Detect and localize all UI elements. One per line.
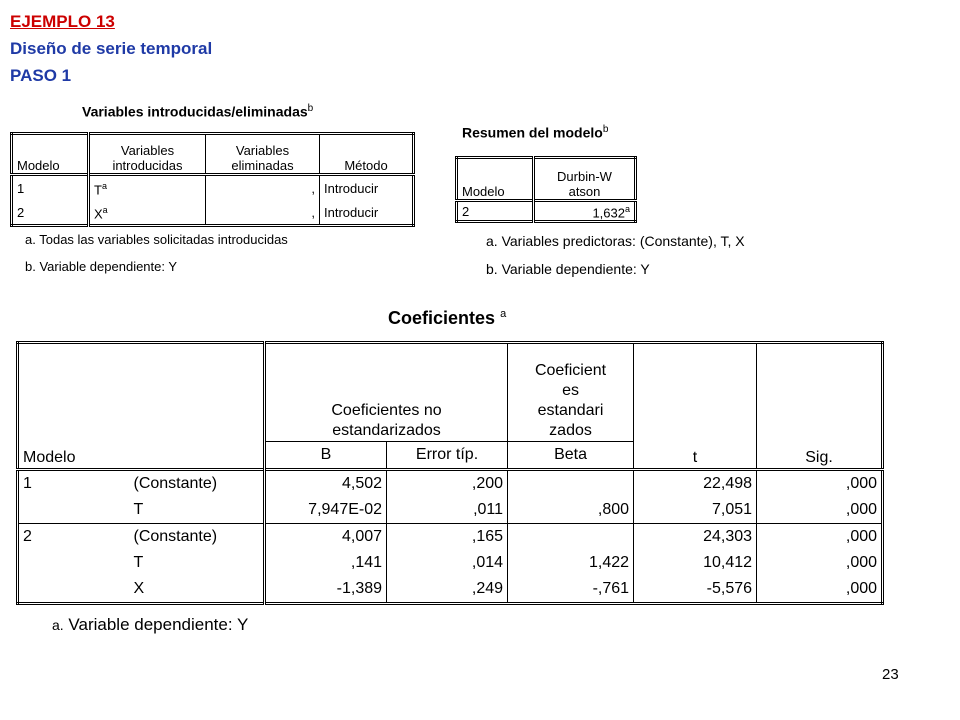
coef-col-error: Error típ. xyxy=(387,441,508,469)
summary-footnote-a: a. Variables predictoras: (Constante), T, X xyxy=(486,233,745,249)
coef-col-beta: Beta xyxy=(508,441,634,469)
vars-table-title: Variables introducidas/eliminadas$^b$ xyxy=(82,103,314,120)
vars-footnote-b: b. Variable dependiente: Y xyxy=(25,259,178,274)
vars-table xyxy=(10,132,415,227)
coefficients-table xyxy=(16,341,884,605)
table-row: 1 (Constante) 4,502 ,200 22,498 ,000 xyxy=(18,470,883,498)
vars-col-introducidas: Variables introducidas xyxy=(89,134,206,175)
coef-table-title: Coeficientes $^a$ xyxy=(388,308,507,328)
vars-footnote-a: a. Todas las variables solicitadas introducidas xyxy=(25,232,288,247)
table-row: T ,141 ,014 1,422 10,412 ,000 xyxy=(18,550,883,576)
coef-col-t: t xyxy=(634,343,757,470)
table-row: 2 $X^a$ , Introducir xyxy=(12,200,414,226)
vars-col-metodo: Método xyxy=(320,134,414,175)
table-row: 1 $T^a$ , Introducir xyxy=(12,175,414,201)
coef-col-standardized: Coeficient es estandari zados xyxy=(508,343,634,442)
summary-col-modelo: Modelo xyxy=(457,158,534,201)
coef-col-unstandardized: Coeficientes no estandarizados xyxy=(265,343,508,442)
table-row: 2 1,632$^a$ xyxy=(457,201,636,222)
design-title: Diseño de serie temporal xyxy=(10,39,213,58)
table-row: T 7,947E-02 ,011 ,800 7,051 ,000 xyxy=(18,497,883,524)
summary-col-durbin-watson: Durbin-W atson xyxy=(534,158,636,201)
coef-col-sig: Sig. xyxy=(757,343,883,470)
summary-footnote-b: b. Variable dependiente: Y xyxy=(486,261,650,277)
coef-col-b: B xyxy=(265,441,387,469)
step-title: PASO 1 xyxy=(10,66,72,85)
summary-table-title: Resumen del modelo$^b$ xyxy=(462,124,609,141)
table-row: 2 (Constante) 4,007 ,165 24,303 ,000 xyxy=(18,524,883,551)
example-title: EJEMPLO 13 xyxy=(10,12,115,31)
coef-col-modelo: Modelo xyxy=(18,343,265,470)
table-row: X -1,389 ,249 -,761 -5,576 ,000 xyxy=(18,576,883,604)
summary-table xyxy=(455,156,637,223)
coef-footnote-a: a. Variable dependiente: Y xyxy=(52,615,249,634)
vars-col-eliminadas: Variables eliminadas xyxy=(206,134,320,175)
page-number: 23 xyxy=(882,666,899,683)
vars-col-modelo: Modelo xyxy=(12,134,89,175)
